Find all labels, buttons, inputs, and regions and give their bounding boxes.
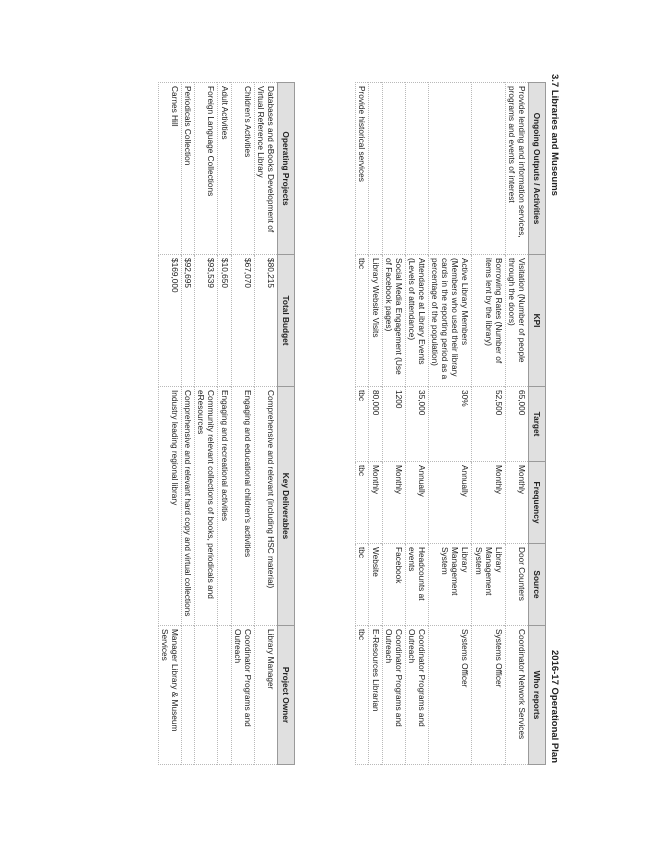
- source-cell: tbc: [356, 544, 369, 626]
- deliverables-cell: Engaging and recreational activities: [218, 387, 231, 626]
- source-cell: Facebook: [382, 544, 405, 626]
- table-row: [356, 83, 369, 765]
- deliverables-cell: Community relevant collections of books, periodicals and eResources: [195, 387, 218, 626]
- frequency-cell: Monthly: [369, 462, 382, 544]
- table-row: [505, 83, 528, 765]
- source-cell: Library Management System: [472, 544, 505, 626]
- project-cell: Children's Activities: [231, 83, 254, 255]
- deliverables-cell: Engaging and educational children's activities: [231, 387, 254, 626]
- target-cell: 30%: [429, 387, 472, 462]
- budget-cell: $169,000: [158, 255, 181, 387]
- table-row: [218, 83, 231, 765]
- target-cell: tbc: [356, 387, 369, 462]
- project-cell: Databases and eBooks Development of Virtual Reference Library: [254, 83, 277, 255]
- budget-cell: $93,539: [195, 255, 218, 387]
- budget-cell: $92,695: [182, 255, 195, 387]
- activity-cell: Provide lending and information services, programs and events of interest: [505, 83, 528, 255]
- frequency-cell: Annually: [429, 462, 472, 544]
- owner-cell: Library Manager: [254, 626, 277, 765]
- frequency-cell: Monthly: [505, 462, 528, 544]
- col-header-who-reports: Who reports: [529, 626, 546, 765]
- deliverables-cell: Comprehensive and relevant (including HSC material): [254, 387, 277, 626]
- who-reports-cell: Coordinator Programs and Outreach: [405, 626, 428, 765]
- project-cell: Carnes Hill: [158, 83, 181, 255]
- activity-cell: [405, 83, 428, 255]
- outputs-header-row: [529, 83, 546, 765]
- who-reports-cell: Coordinator Programs and Outreach: [382, 626, 405, 765]
- target-cell: 65,000: [505, 387, 528, 462]
- section-title: 3.7 Libraries and Museums: [549, 74, 560, 196]
- deliverables-cell: Comprehensive and relevant hard copy and virtual collections: [182, 387, 195, 626]
- table-row: [405, 83, 428, 765]
- project-cell: Adult Activities: [218, 83, 231, 255]
- owner-cell: [182, 626, 195, 765]
- col-header-target: Target: [529, 387, 546, 462]
- activity-cell: [472, 83, 505, 255]
- owner-cell: Manager Library & Museum Services: [158, 626, 181, 765]
- source-cell: Headcounts at events: [405, 544, 428, 626]
- table-row: [195, 83, 218, 765]
- col-header-total-budget: Total Budget: [278, 255, 295, 387]
- source-cell: Library Management System: [429, 544, 472, 626]
- target-cell: 52,500: [472, 387, 505, 462]
- who-reports-cell: Systems Officer: [472, 626, 505, 765]
- project-cell: Periodicals Collection: [182, 83, 195, 255]
- col-header-frequency: Frequency: [529, 462, 546, 544]
- frequency-cell: Annually: [405, 462, 428, 544]
- col-header-project-owner: Project Owner: [278, 626, 295, 765]
- kpi-cell: Library Website Visits: [369, 255, 382, 387]
- project-cell: Foreign Language Collections: [195, 83, 218, 255]
- target-cell: 1200: [382, 387, 405, 462]
- kpi-cell: Visitation (Number of people through the doors): [505, 255, 528, 387]
- budget-cell: $67,070: [231, 255, 254, 387]
- kpi-cell: tbc: [356, 255, 369, 387]
- owner-cell: [218, 626, 231, 765]
- table-row: [369, 83, 382, 765]
- frequency-cell: Monthly: [472, 462, 505, 544]
- who-reports-cell: tbc: [356, 626, 369, 765]
- kpi-cell: Social Media Engagement (Use of Facebook pages): [382, 255, 405, 387]
- outputs-table: [355, 82, 546, 765]
- source-cell: Door Counters: [505, 544, 528, 626]
- plan-title: 2016-17 Operational Plan: [549, 650, 560, 763]
- table-row: [231, 83, 254, 765]
- col-header-operating-projects: Operating Projects: [278, 83, 295, 255]
- kpi-cell: Borrowing Rates (Number of items lent by the library): [472, 255, 505, 387]
- activity-cell: [369, 83, 382, 255]
- col-header-key-deliverables: Key Deliverables: [278, 387, 295, 626]
- who-reports-cell: Systems Officer: [429, 626, 472, 765]
- frequency-cell: tbc: [356, 462, 369, 544]
- col-header-source: Source: [529, 544, 546, 626]
- col-header-activities: Ongoing Outputs / Activities: [529, 83, 546, 255]
- col-header-kpi: KPI: [529, 255, 546, 387]
- budget-cell: $10,650: [218, 255, 231, 387]
- projects-header-row: [278, 83, 295, 765]
- deliverables-cell: Industry leading regional library: [158, 387, 181, 626]
- budget-cell: $80,215: [254, 255, 277, 387]
- owner-cell: Coordinator Programs and Outreach: [231, 626, 254, 765]
- table-row: [158, 83, 181, 765]
- table-row: [472, 83, 505, 765]
- activity-cell: [382, 83, 405, 255]
- table-row: [254, 83, 277, 765]
- table-row: [429, 83, 472, 765]
- frequency-cell: Monthly: [382, 462, 405, 544]
- activity-cell: [429, 83, 472, 255]
- owner-cell: [195, 626, 218, 765]
- who-reports-cell: E-Resources Librarian: [369, 626, 382, 765]
- table-row: [382, 83, 405, 765]
- target-cell: 80,000: [369, 387, 382, 462]
- activity-cell: Provide historical services: [356, 83, 369, 255]
- kpi-cell: Attendance at Library Events (Levels of attendance): [405, 255, 428, 387]
- source-cell: Website: [369, 544, 382, 626]
- kpi-cell: Active Library Members (Members who used their library cards in the reporting period as a percentage of the population): [429, 255, 472, 387]
- table-row: [182, 83, 195, 765]
- projects-table: [158, 82, 295, 765]
- who-reports-cell: Coordinator Network Services: [505, 626, 528, 765]
- target-cell: 35,000: [405, 387, 428, 462]
